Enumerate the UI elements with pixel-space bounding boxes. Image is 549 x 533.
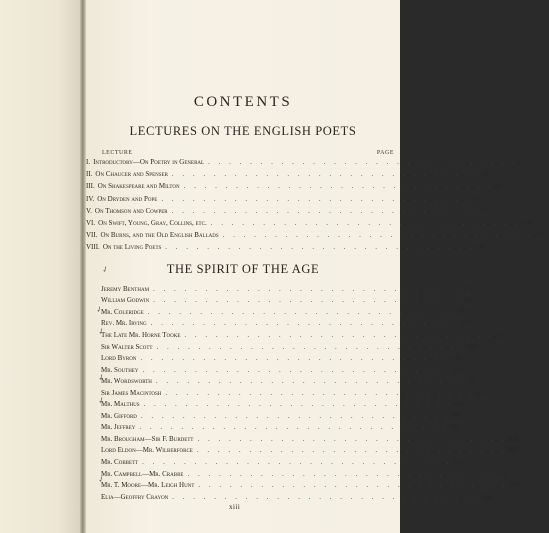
pencil-tick-mark: ✓ [96,372,107,383]
lecture-number: VIII. [86,243,100,252]
dot-leader: . . . . . . . . . . . . . . . . . . . . . . . . . . . . . . [165,243,476,252]
page-number: 280 [450,411,462,420]
list-item [86,217,531,229]
pencil-tick-mark: ✓ [94,304,105,315]
list-item [86,180,501,192]
contents-page [86,0,543,533]
list-item [86,479,519,491]
list-item [86,387,486,399]
dot-leader: . . . . . . . . . . . . . . . . . . . . . . . . . . . . . . [196,446,507,455]
pencil-tick-mark: ✓ [96,474,107,485]
pencil-tick-mark: ✓ [100,264,111,275]
list-item [86,283,474,295]
page-number: 325 [497,469,508,478]
dot-leader: . . . . . . . . . . . . . . . . . . . . . . . . . . . . . . [184,330,495,339]
list-item [86,468,508,480]
essay-title: William Godwin [101,296,150,305]
lecture-title: On Shakespeare and Milton [97,182,180,191]
essay-title: Mr. Campbell—Mr. Crabbe [101,469,184,478]
lecture-number: IV. [86,194,95,203]
dot-leader: . . . . . . . . . . . . . . . . . . . . . . . . . . . . . . [208,158,518,167]
dot-leader: . . . . . . . . . . . . . . . . . . . . . . . . . . . . . . [142,365,453,374]
lecture-number: VII. [86,231,98,240]
page-number: 269 [453,400,464,409]
dot-leader: . . . . . . . . . . . . . . . . . . . . . . . . . . . . . . [198,481,509,490]
page-number: 182 [462,296,474,305]
dot-leader: . . . . . . . . . . . . . . . . . . . . . . . . . . . . . . [165,388,476,397]
dot-leader: . . . . . . . . . . . . . . . . . . . . . . . . . . . . . . [171,206,482,215]
lecture-title: On Chaucer and Spenser [95,170,168,179]
lecture-number: III. [86,182,95,191]
dot-leader: . . . . . . . . . . . . . . . . . . . . . . . . . . . . . . [140,354,451,363]
dot-leader: . . . . . . . . . . . . . . . . . . . . . . . . . . . . . . [143,400,454,409]
lecture-title: On Burns, and the Old English Ballads [100,231,219,240]
dot-leader: . . . . . . . . . . . . . . . . . . . . . . . . . . . . . . [140,411,451,420]
essay-title: Mr. T. Moore—Mr. Leigh Hunt [101,481,195,490]
page-number: 292 [449,423,460,432]
essay-list [86,283,519,502]
essay-title: Sir James Macintosh [101,388,162,397]
section-title-spirit-of-age: THE SPIRIT OF THE AGE [166,262,320,276]
essay-title: Mr. Wordsworth [101,377,152,386]
essay-title: Mr. Cobbett [101,457,139,466]
list-item [86,398,464,410]
list-item [86,318,471,330]
dot-leader: . . . . . . . . . . . . . . . . . . . . . . . . . . . . . . [171,170,482,179]
page-number: 213 [494,330,505,339]
essay-title: Elia—Geoffry Crayon [101,492,169,501]
lecture-number: VI. [86,219,96,228]
essay-title: Lord Byron [101,354,137,363]
lecture-title: On Dryden and Pope [97,194,158,203]
list-item [86,241,486,253]
lecture-title: Introductory—On Poetry in General [93,158,205,167]
page-number: 261 [475,388,486,397]
essay-title: Mr. Malthus [101,400,140,409]
essay-title: Mr. Brougham—Sir F. Burdett [101,434,194,443]
page-number: 194 [457,307,468,316]
dot-leader: . . . . . . . . . . . . . . . . . . . . . . . . . . . . . . [197,434,508,443]
list-item [86,445,518,457]
essay-title: Mr. Coleridge [101,307,144,316]
dot-leader: . . . . . . . . . . . . . . . . . . . . . . . . . . . . . . [155,377,466,386]
list-item [86,329,505,341]
list-item [86,229,543,241]
list-item [86,433,518,445]
list-item [86,295,474,307]
column-header-page: PAGE [376,150,394,156]
page-number: 252 [465,377,477,386]
pencil-tick-mark: ✓ [96,395,107,406]
section-title-english-poets: LECTURES ON THE ENGLISH POETS [129,124,357,138]
list-item [86,491,493,503]
dot-leader: . . . . . . . . . . . . . . . . . . . . . . . . . . . . . . [142,457,452,466]
dot-leader: . . . . . . . . . . . . . . . . . . . . . . . . . . . . . . [187,469,498,478]
dot-leader: . . . . . . . . . . . . . . . . . . . . . . . . . . . . . . [150,319,461,328]
page-number: 316 [451,457,463,466]
essay-title: Mr. Jeffrey [101,423,136,432]
lecture-title: On Swift, Young, Gray, Collins, etc. [98,219,207,228]
page-number: 44 [493,182,501,191]
page-number: 143 [475,243,486,252]
list-item [86,410,462,422]
essay-title: Lord Eldon—Mr. Wilberforce [101,446,193,455]
page-number: 123 [532,231,543,240]
dot-leader: . . . . . . . . . . . . . . . . . . . . . . . . . . . . . . [156,342,467,351]
dot-leader: . . . . . . . . . . . . . . . . . . . . . . . . . . . . . . [153,296,463,305]
dot-leader: . . . . . . . . . . . . . . . . . . . . . . . . . . . . . . [153,284,463,293]
page-number: 171 [462,284,474,293]
dot-leader: . . . . . . . . . . . . . . . . . . . . . . . . . . . . . . [210,219,521,228]
page-number: 300 [507,434,518,443]
essay-title: Jeremy Bentham [101,284,150,293]
list-item [86,156,522,168]
essay-title: Rev. Mr. Irving [101,319,147,328]
lecture-number: I. [86,158,91,167]
dot-leader: . . . . . . . . . . . . . . . . . . . . . . . . . . . . . . [183,182,494,191]
lecture-title: On the Living Poets [102,243,162,252]
page-folio: xiii [229,503,241,511]
list-item [86,375,477,387]
lecture-list [86,156,543,254]
lecture-number: V. [86,206,92,215]
page-number: 235 [450,354,461,363]
list-item [86,193,479,205]
dot-leader: . . . . . . . . . . . . . . . . . . . . . . . . . . . . . . [161,194,472,203]
page-number: 104 [520,219,531,228]
page-number: 335 [508,481,519,490]
list-item [86,352,461,364]
pencil-tick-mark: ✓ [96,326,107,337]
dot-leader: . . . . . . . . . . . . . . . . . . . . . . . . . . . . . . [139,423,450,432]
list-item [86,364,463,376]
page-number: 68 [471,194,479,203]
essay-title: The Late Mr. Horne Tooke [101,330,181,339]
essay-title: Sir Walter Scott [101,342,153,351]
list-item [86,422,460,434]
lecture-title: On Thomson and Cowper [94,206,168,215]
page-number: 19 [481,170,489,179]
dot-leader: . . . . . . . . . . . . . . . . . . . . . . . . . . . . . . [147,307,458,316]
lecture-number: II. [86,170,93,179]
left-page-edge [0,0,83,533]
essay-title: Mr. Gifford [101,411,137,420]
page-number: 244 [452,365,463,374]
page-number: 85 [481,206,489,215]
list-item [86,456,463,468]
page-number: 204 [460,319,471,328]
dot-leader: . . . . . . . . . . . . . . . . . . . . . . . . . . . . . . [222,231,533,240]
page-number: 1 [517,158,522,167]
contents-heading: CONTENTS [193,94,293,110]
column-header-lecture: LECTURE [102,150,133,156]
page-number: 223 [466,342,477,351]
page-number: 344 [482,492,493,501]
list-item [86,341,477,353]
list-item [86,205,489,217]
list-item [86,306,468,318]
list-item [86,168,489,180]
dot-leader: . . . . . . . . . . . . . . . . . . . . . . . . . . . . . . [172,492,483,501]
page-number: 307 [506,446,518,455]
essay-title: Mr. Southey [101,365,139,374]
